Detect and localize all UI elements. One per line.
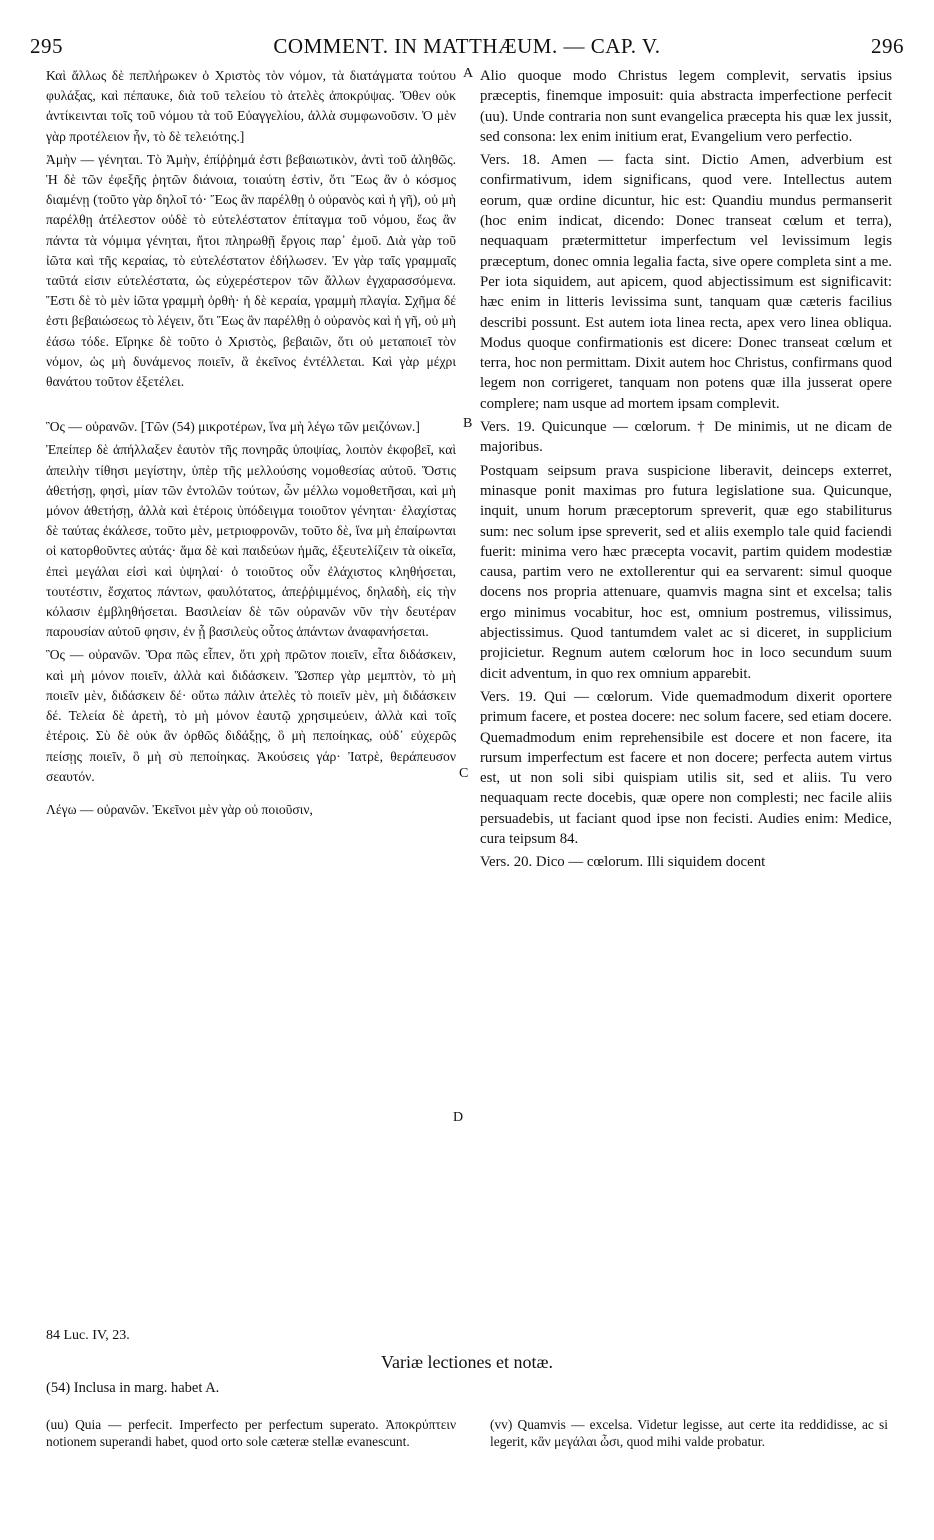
page-number-right: 296 [871, 34, 904, 58]
greek-paragraph: Καὶ ἄλλως δὲ πεπλήρωκεν ὁ Χριστὸς τὸν νόμον, τὰ διατάγματα τούτου φυλάξας, καὶ πέπαυκε, διὰ τοῦ τελείου τὸ ἀτελὲς ἀποκρύψας. Ὅθεν οὐκ ἀντίκεινται τοῖς τοῦ νόμου τὰ τοῦ Εὐαγγελίου, ἀλλὰ συμφωνοῦσιν. Ὁ μὲν γὰρ προτέλειον ἦν, τὸ δὲ τελειότης.] [46, 68, 456, 144]
variant-note-vv: (vv) Quamvis — excelsa. Videtur legisse, aut certe ita reddidisse, ac si legerit, κἂν μεγάλαι ὦσι, quod mihi valde probatur. [490, 1417, 888, 1449]
latin-paragraph: Vers. 18. Amen — facta sint. Dictio Amen, adverbium est confirmativum, idem significans, quod vere. Intellectus autem eorum, quæ ordine dicuntur, hic est: Quandiu mundus permanserit (hoc enim indicat, dicendo: Donec transeat cœlum et terra), nequaquam prætermittetur imperfectum vel levissimum legis præceptum, donec omnia legalia facta, sive opere completa sint a me. Per iota siquidem, aut apicem, quod abjectissimum est significavit: hæc enim in litteris levissima sunt, tanquam quæ cæteris facilius describi possunt. Est autem iota linea recta, apex vero linea obliqua. Modus quoque confirmationis est dicere: Donec transeat cœlum et terra, hoc non permittam. Dixit autem hoc Christus, confirmans quod legem non corrigeret, tanquam non potens quæ illa jusserat opere complere; nam usque ad mortem ipsam complevit. [480, 152, 892, 412]
latin-paragraph: Postquam seipsum prava suspicione liberavit, deinceps exterret, minasque ponit maximas pro futura legislatione sua. Quicunque, inquit, unum horum præceptorum spreverit, quæ ego stabiliturus sum: nec solum ipse spreverit, sed et aliis exemplo tale quid faciendi fuerit: minima vero hæc præcepta vocavit, partim quidem modestiæ causa, partim vero ne extollerentur qui ea servarent: simul quoque docens nos propria attenuare, quamvis magna sint et excelsa; talis ergo minimus vocabitur, hoc est, omnium postremus, vilissimus, abjectissimus. Quod tantumdem valet ac si diceret, in supplicium projicietur. Regnum autem cœlorum hoc in loco secundum suum dicit adventum, in quo rex omnium apparebit. [480, 462, 892, 682]
margin-letter-c: C [459, 766, 469, 781]
page-number-left: 295 [30, 34, 63, 58]
greek-paragraph: Ὃς — οὐρανῶν. [Τῶν (54) μικροτέρων, ἵνα μὴ λέγω τῶν μειζόνων.] [46, 419, 420, 435]
running-header [30, 34, 904, 60]
running-title: COMMENT. IN MATTHÆUM. — CAP. V. [273, 34, 661, 58]
greek-column [46, 66, 456, 823]
latin-column [480, 66, 892, 876]
greek-paragraph: Ἐπείπερ δὲ ἀπήλλαξεν ἑαυτὸν τῆς πονηρᾶς ὑποψίας, λοιπὸν ἐκφοβεῖ, καὶ ἀπειλὴν τίθησι μεγίστην, ὑπὲρ τῆς μελλούσης νομοθεσίας αὐτοῦ. Ὅστις ἀθετήσῃ, φησὶ, μίαν τῶν ἐντολῶν τούτων, ὧν μέλλω νομοθετῆσαι, καὶ μὴ μόνον ἀθετήσῃ, ἀλλὰ καὶ ἑτέροις ὑπόδειγμα τοιοῦτον γένηται· ἐλαχίστας δὲ ταύτας ἐκάλεσε, τοῦτο μὲν, μετριοφρονῶν, τοῦτο δὲ, ἵνα μὴ ἐπαίρωνται οἱ κατορθοῦντες αὐτάς· ἅμα δὲ καὶ παιδεύων ἡμᾶς, ἐξευτελίζειν τὰ οἰκεῖα, ἐπεὶ μεγάλαι εἰσὶ καὶ ὑψηλαί· ὁ τοιοῦτος οὖν ἐλάχιστος κληθήσεται, τουτέστιν, ἔσχατος πάντων, φαυλότατος, ἀπεῤῥιμμένος, δηλαδὴ, εἰς τὴν κόλασιν ἐμβληθήσεται. Βασιλείαν δὲ τῶν οὐρανῶν νῦν τὴν δευτέραν παρουσίαν αὐτοῦ φησιν, ἐν ᾗ βασιλεὺς οὗτος ἁπάντων ἀναφανήσεται. [46, 442, 456, 640]
margin-letter-b: B [463, 416, 473, 431]
greek-paragraph: Λέγω — οὐρανῶν. Ἐκεῖνοι μὲν γὰρ οὐ ποιοῦσιν, [46, 801, 313, 817]
latin-paragraph: Vers. 20. Dico — cœlorum. Illi siquidem docent [480, 854, 766, 871]
margin-letter-a: A [463, 66, 474, 81]
greek-paragraph: Ὃς — οὐρανῶν. Ὅρα πῶς εἶπεν, ὅτι χρὴ πρῶτον ποιεῖν, εἶτα διδάσκειν, καὶ μὴ μόνον ποιεῖν, ἀλλὰ καὶ διδάσκειν. Ὥσπερ γὰρ μεμπτὸν, τὸ μὴ ποιεῖν μὲν, διδάσκειν δέ· οὕτω πάλιν ἀτελὲς τὸ ποιεῖν μὲν, μὴ διδάσκειν δέ. Τελεία δὲ ἀρετὴ, τὸ μὴ μόνον ἑαυτῷ χρησιμεύειν, ἀλλὰ καὶ τοῖς ἑτέροις. Σὺ δὲ οὐκ ἂν ὀρθῶς διδάξῃς, ὃ μὴ πεποίηκας, οὐδ᾽ εὐχερῶς πείσῃς ποιεῖν, ὃ μὴ σὺ πεποίηκας. Ἀκούσεις γάρ· Ἰατρὲ, θεράπευσον σεαυτόν. [46, 647, 456, 784]
margin-letter-d: D [453, 1110, 464, 1125]
latin-paragraph: Vers. 19. Qui — cœlorum. Vide quemadmodum dixerit oportere primum facere, et postea docere: nec solum facere, sed etiam docere. Quemadmodum enim reprehensibile est docere et non facere, ita rursum imperfectum est facere et non docere; perfecta autem virtus est, ut non soli sibi quispiam utilis sit, sed et aliis. Tu vero nequaquam recte docebis, quæ opere non complesti; nec facile aliis persuadebis, ut faciant quod ipse non fecisti. Audies enim: Medice, cura teipsum 84. [480, 688, 892, 847]
variae-title: Variæ lectiones et notæ. [381, 1352, 553, 1372]
latin-paragraph: Alio quoque modo Christus legem complevit, servatis ipsius præceptis, finemque imposuit: quia abstracta imperfectione perfecit (uu). Unde contraria non sunt evangelica præcepta his quæ lex jussit, sed consona: lex enim initium erat, Evangelium vero perfectio. [480, 68, 892, 145]
footnote: 84 Luc. IV, 23. [46, 1328, 130, 1343]
variant-note-54: (54) Inclusa in marg. habet A. [46, 1380, 220, 1396]
latin-paragraph: Vers. 19. Quicunque — cœlorum. † De minimis, ut ne dicam de majoribus. [480, 419, 892, 456]
greek-paragraph: Ἀμὴν — γένηται. Τὸ Ἀμὴν, ἐπίῤῥημά ἐστι βεβαιωτικὸν, ἀντὶ τοῦ ἀληθῶς. Ἡ δὲ τῶν ἐφεξῆς ῥητῶν διάνοια, τοιαύτη ἐστὶν, ὅτι Ἕως ἂν ὁ κόσμος διαμένῃ (τοῦτο γὰρ δηλοῖ τό· Ἕως ἂν παρέλθῃ ὁ οὐρανὸς καὶ ἡ γῆ), οὐ μὴ παρέλθῃ ἀτέλεστον οὐδὲ τὸ εὐτελέστατον ἐπίταγμα τοῦ νόμου, ἕως ἂν πάντα τὰ νόμιμα γένηται, ἤτοι πληρωθῇ ἔργοις παρ᾽ ἐμοῦ. Διὰ γὰρ τοῦ ἰῶτα καὶ τῆς κεραίας, τὸ εὐτελέστατον ἐδήλωσεν. Ἐν γὰρ ταῖς γραμμαῖς ταῦτά εἰσιν εὐτελέστατα, ὡς εὐχερέστερον τῶν ἄλλων ἐγχαρασσόμενα. Ἔστι δὲ τὸ μὲν ἰῶτα γραμμὴ ὀρθὴ· ἡ δὲ κεραία, γραμμὴ πλαγία. Σχῆμα δέ ἐστι βεβαιώσεως τὸ λέγειν, ὅτι Ἕως ἂν παρέλθῃ ὁ οὐρανὸς καὶ ἡ γῆ, οὐ μὴ ἐάσω τόδε. Εἴρηκε δὲ τοῦτο ὁ Χριστὸς, βεβαιῶν, ὅτι οὐ μεταποιεῖ τὸν νόμον, ὡς μὴ δυνάμενος ποιεῖν, ἃ ἐκεῖνος ἐντέλλεται. Καὶ γὰρ μέχρι θανάτου τοῦτον ἐξετέλει. [46, 151, 456, 390]
variant-note-uu: (uu) Quia — perfecit. Imperfecto per perfectum superato. Ἀποκρύπτειν notionem superandi habet, quod orto sole cæteræ stellæ evanescunt. [46, 1417, 456, 1449]
